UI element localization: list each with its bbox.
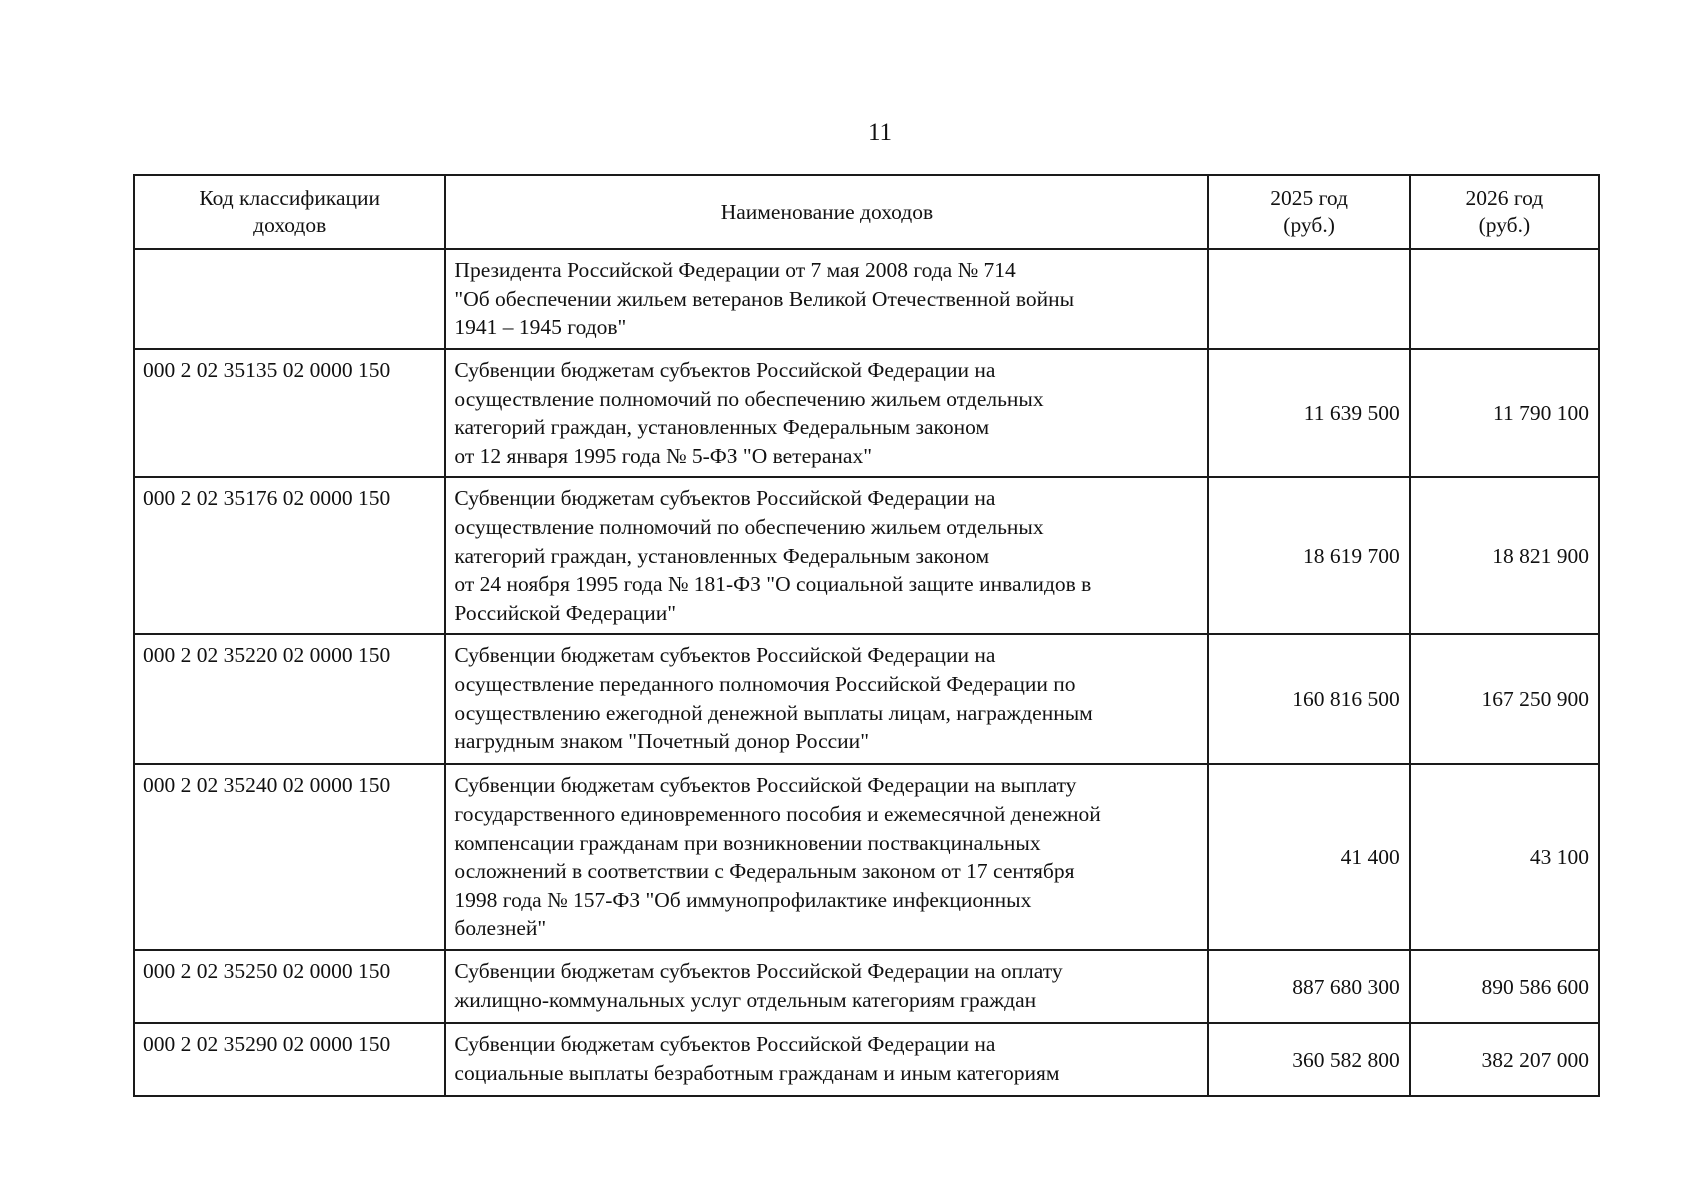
header-2025-line1: 2025 год <box>1270 186 1348 210</box>
table-row <box>134 249 1599 349</box>
code-cell: 000 2 02 35250 02 0000 150 <box>134 950 445 1023</box>
name-cell: Субвенции бюджетам субъектов Российской Федерации на осуществление полномочий по обеспечению жильем отдельных категорий граждан, установленных Федеральным законом от 12 января 1995 года № 5-ФЗ "О ветеранах" <box>445 349 1208 477</box>
amount-2025-cell: 41 400 <box>1208 764 1409 950</box>
amount-2025-cell: 360 582 800 <box>1208 1023 1409 1096</box>
amount-2026-cell: 18 821 900 <box>1410 477 1599 634</box>
header-2026 <box>1410 175 1599 249</box>
name-cell: Субвенции бюджетам субъектов Российской Федерации на осуществление переданного полномочия Российской Федерации по осуществлению ежегодной денежной выплаты лицам, награжденным нагрудным знаком "Почетный донор России" <box>445 634 1208 764</box>
header-code <box>134 175 445 249</box>
amount-2025-cell: 887 680 300 <box>1208 950 1409 1023</box>
code-cell: 000 2 02 35290 02 0000 150 <box>134 1023 445 1096</box>
code-cell: 000 2 02 35240 02 0000 150 <box>134 764 445 950</box>
income-table <box>133 174 1600 1097</box>
amount-2026-cell: 890 586 600 <box>1410 950 1599 1023</box>
name-cell: Президента Российской Федерации от 7 мая 2008 года № 714 "Об обеспечении жильем ветеранов Великой Отечественной войны 1941 – 1945 годов" <box>445 249 1208 349</box>
header-2025 <box>1208 175 1409 249</box>
name-cell: Субвенции бюджетам субъектов Российской Федерации на оплату жилищно-коммунальных услуг отдельным категориям граждан <box>445 950 1208 1023</box>
page-number: 11 <box>867 119 893 146</box>
header-row <box>134 175 1599 249</box>
amount-2025-cell: 160 816 500 <box>1208 634 1409 764</box>
table-row <box>134 764 1599 950</box>
amount-2025-cell <box>1208 249 1409 349</box>
amount-2026-cell <box>1410 249 1599 349</box>
header-code-line2: доходов <box>253 213 327 237</box>
table-row <box>134 1023 1599 1096</box>
code-cell: 000 2 02 35135 02 0000 150 <box>134 349 445 477</box>
header-2025-line2: (руб.) <box>1283 213 1335 237</box>
header-code-line1: Код классификации <box>199 186 381 210</box>
table-row <box>134 477 1599 634</box>
name-cell: Субвенции бюджетам субъектов Российской Федерации на осуществление полномочий по обеспечению жильем отдельных категорий граждан, установленных Федеральным законом от 24 ноября 1995 года № 181-ФЗ "О социальной защите инвалидов в Российской Федерации" <box>445 477 1208 634</box>
amount-2026-cell: 167 250 900 <box>1410 634 1599 764</box>
header-name-label: Наименование доходов <box>720 199 934 224</box>
table-row <box>134 349 1599 477</box>
table-body <box>134 249 1599 1096</box>
name-cell: Субвенции бюджетам субъектов Российской Федерации на социальные выплаты безработным гражданам и иным категориям <box>445 1023 1208 1096</box>
table-row <box>134 634 1599 764</box>
amount-2026-cell: 11 790 100 <box>1410 349 1599 477</box>
amount-2025-cell: 11 639 500 <box>1208 349 1409 477</box>
code-cell: 000 2 02 35176 02 0000 150 <box>134 477 445 634</box>
amount-2026-cell: 43 100 <box>1410 764 1599 950</box>
name-cell: Субвенции бюджетам субъектов Российской Федерации на выплату государственного единовременного пособия и ежемесячной денежной компенсации гражданам при возникновении поствакцинальных осложнений в соответствии с Федеральным законом от 17 сентября 1998 года № 157-ФЗ "Об иммунопрофилактике инфекционных болезней" <box>445 764 1208 950</box>
amount-2025-cell: 18 619 700 <box>1208 477 1409 634</box>
header-2026-line2: (руб.) <box>1478 213 1531 237</box>
table-row <box>134 950 1599 1023</box>
table-header <box>134 175 1599 249</box>
header-name <box>445 175 1208 249</box>
amount-2026-cell: 382 207 000 <box>1410 1023 1599 1096</box>
code-cell: 000 2 02 35220 02 0000 150 <box>134 634 445 764</box>
header-2026-line1: 2026 год <box>1465 186 1544 210</box>
code-cell <box>134 249 445 349</box>
